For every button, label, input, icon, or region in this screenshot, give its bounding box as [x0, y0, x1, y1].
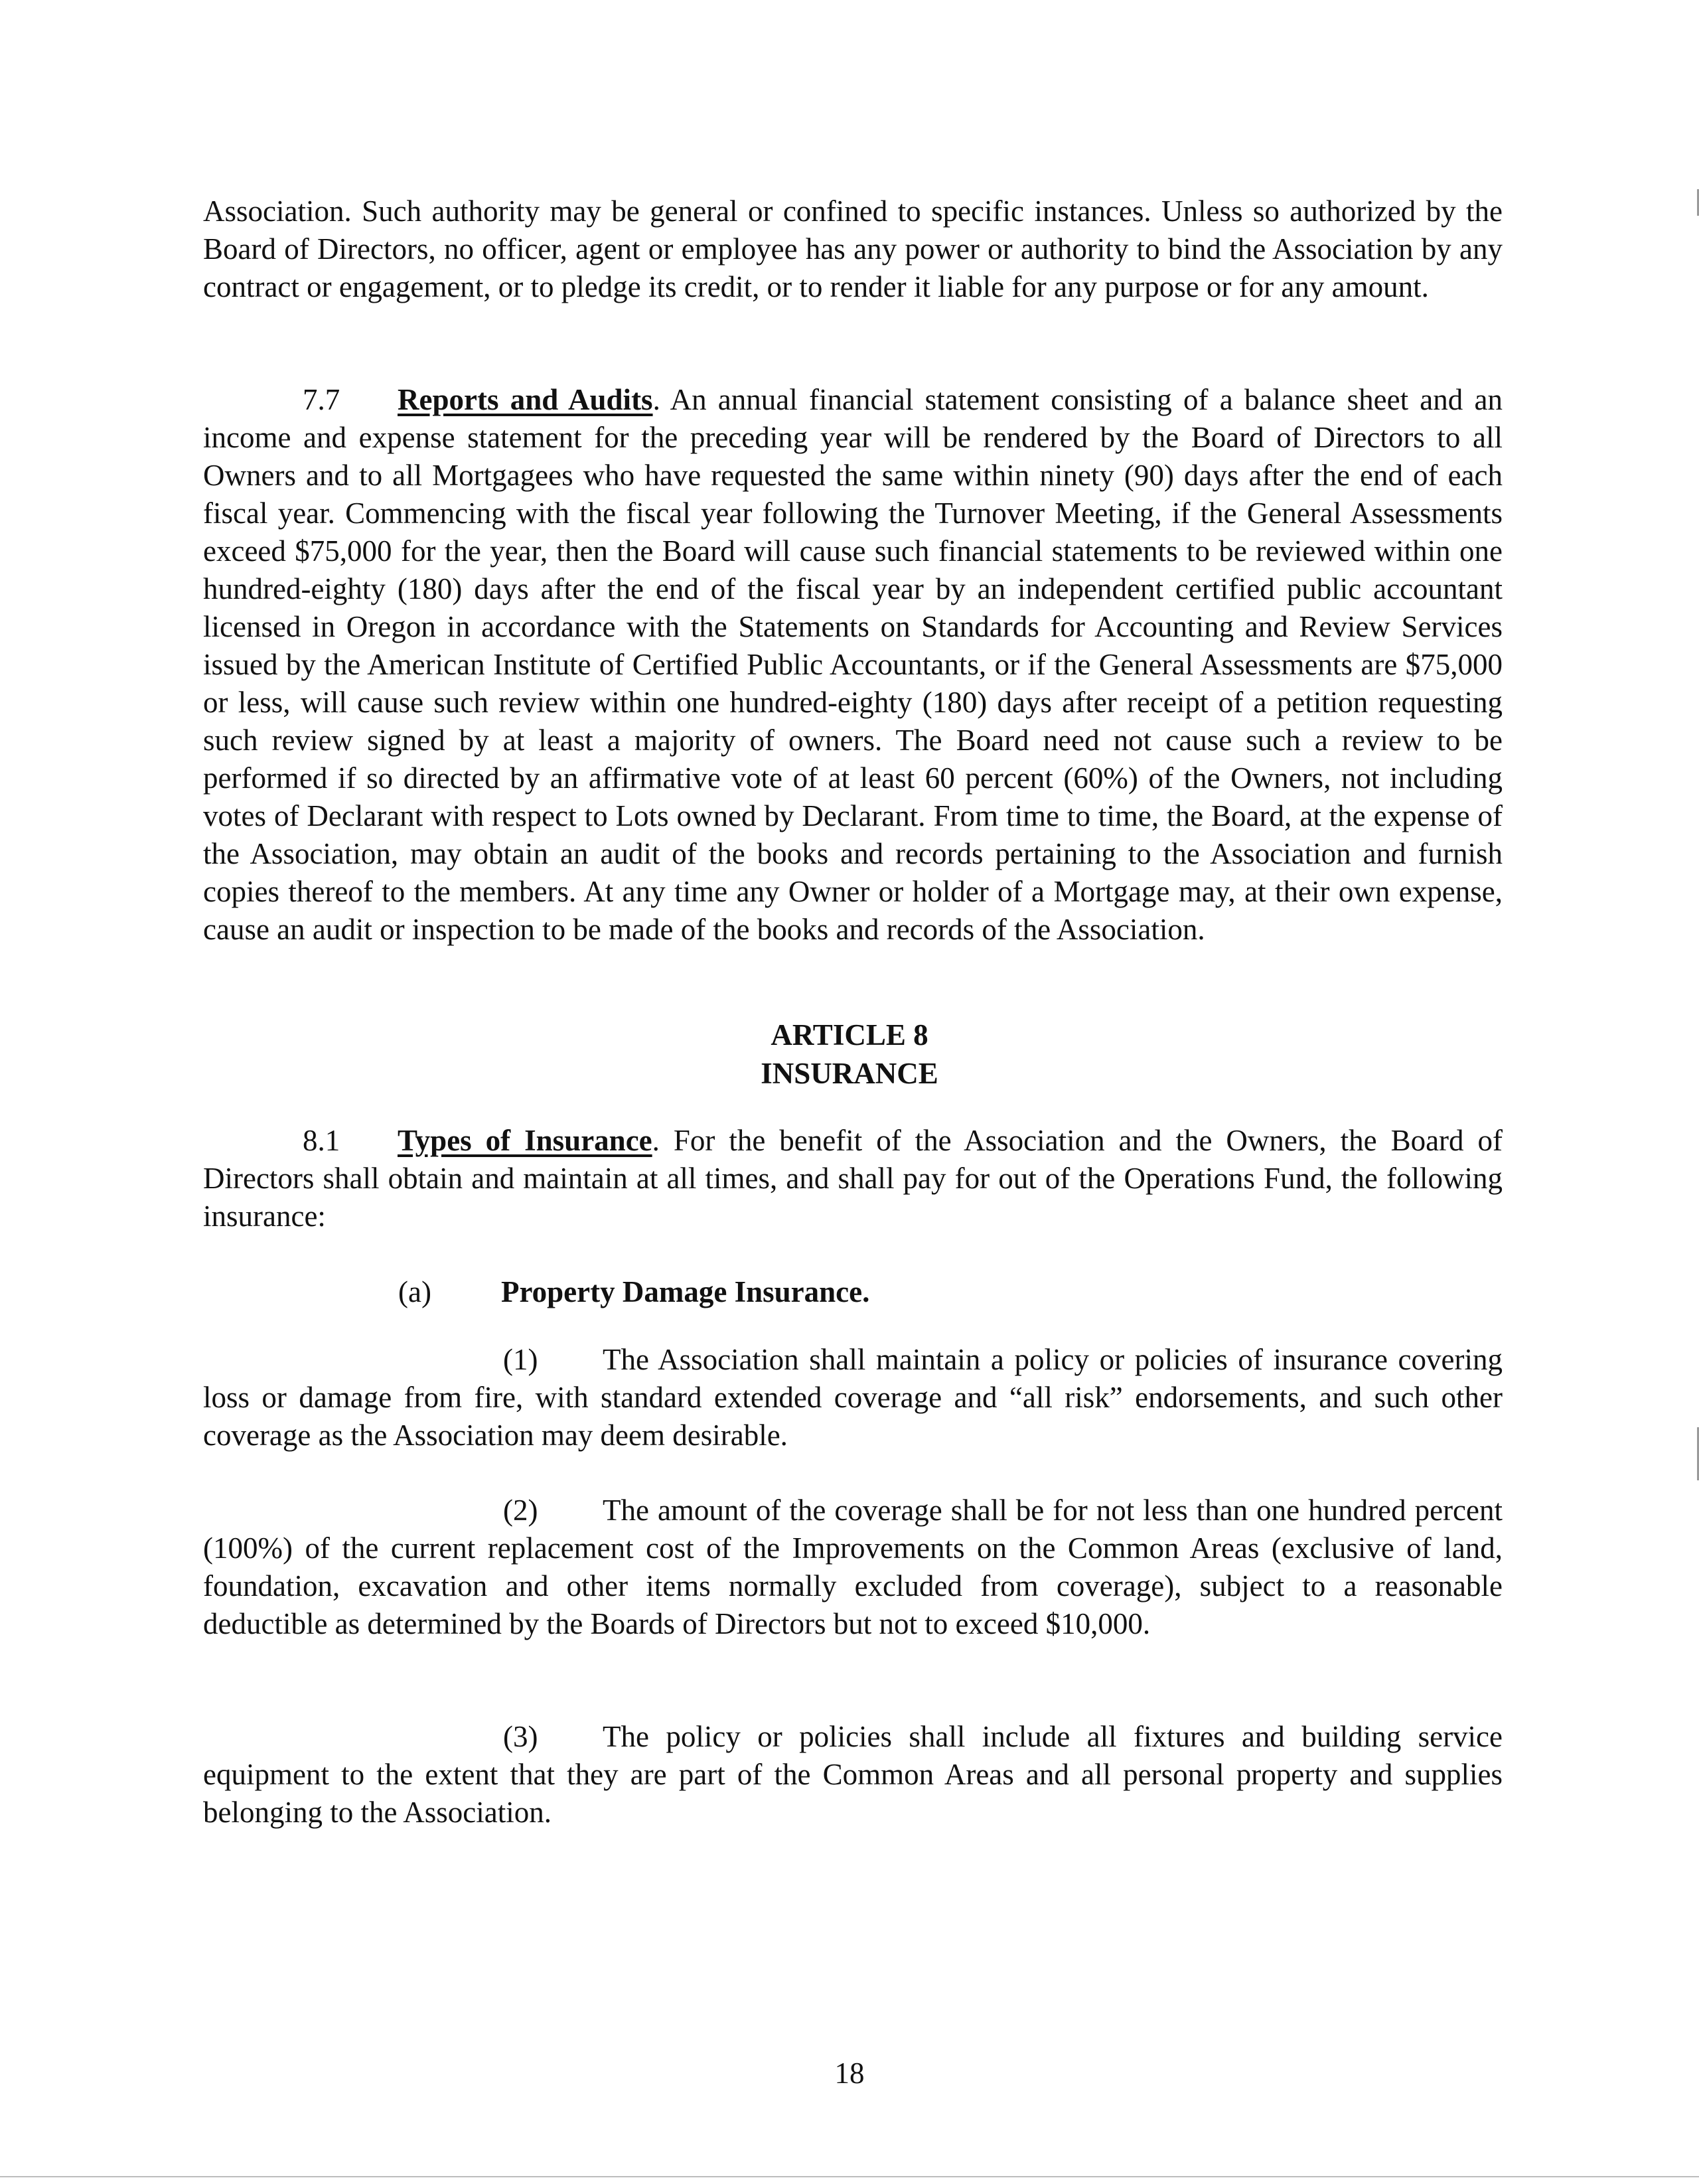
- section-heading: Reports and Audits: [398, 383, 653, 416]
- section-heading: Types of Insurance: [398, 1124, 652, 1157]
- item-text: The Association shall maintain a policy or policies of insurance covering loss or damage from fire, with standard extended coverage and “all risk” endorsements, and such other coverage as the Association may deem desirable.: [203, 1343, 1503, 1452]
- section-7-7: [203, 381, 1503, 949]
- paragraph-continued: Association. Such authority may be general or confined to specific instances. Unless so authorized by the Board of Directors, no officer, agent or employee has any power or authority to bind the Association by any contract or engagement, or to pledge its credit, or to render it liable for any purpose or for any amount.: [203, 195, 1503, 303]
- item-label: (3): [503, 1720, 538, 1753]
- subsection-label: (a): [398, 1275, 431, 1308]
- item-label: (1): [503, 1343, 538, 1376]
- scan-bottom-edge: [0, 2176, 1699, 2177]
- section-body: An annual financial statement consisting of a balance sheet and an income and expense statement for the preceding year will be rendered by the Board of Directors to all Owners and to all Mortgagees who have requested the same within ninety (90) days after the end of each fiscal year. Commencing with the fiscal year following the Turnover Meeting, if the General Assessments exceed $75,000 for the year, then the Board will cause such financial statements to be reviewed within one hundred-eighty (180) days after the end of the fiscal year by an independent certified public accountant licensed in Oregon in accordance with the Statements on Standards for Accounting and Review Services issued by the American Institute of Certified Public Accountants, or if the General Assessments are $75,000 or less, will cause such review within one hundred-eighty (180) days after receipt of a petition requesting such review signed by at least a majority of owners. The Board need not cause such a review to be performed if so directed by an affirmative vote of at least 60 percent (60%) of the Owners, not including votes of Declarant with respect to Lots owned by Declarant. From time to time, the Board, at the expense of the Association, may obtain an audit of the books and records pertaining to the Association and furnish copies thereof to the members. At any time any Owner or holder of a Mortgage may, at their own expense, cause an audit or inspection to be made of the books and records of the Association.: [203, 383, 1503, 946]
- item-3: [203, 1718, 1503, 1832]
- section-number: 8.1: [303, 1124, 340, 1157]
- section-heading-period: .: [652, 383, 660, 416]
- article-number: ARTICLE 8: [771, 1018, 928, 1052]
- section-number: 7.7: [303, 383, 340, 416]
- item-1: [203, 1341, 1503, 1454]
- subsection-title: Property Damage Insurance.: [501, 1275, 870, 1308]
- subsection-a: [398, 1273, 869, 1311]
- section-8-1: [203, 1122, 1503, 1235]
- item-text: The amount of the coverage shall be for not less than one hundred percent (100%) of the current replacement cost of the Improvements on the Common Areas (exclusive of land, foundation, excavation and other items normally excluded from coverage), subject to a reasonable deductible as determined by the Boards of Directors but not to exceed $10,000.: [203, 1494, 1503, 1640]
- section-body: For the benefit of the Association and the Owners, the Board of Directors shall obtain and maintain at all times, and shall pay for out of the Operations Fund, the following insurance:: [203, 1124, 1503, 1233]
- item-label: (2): [503, 1494, 538, 1527]
- item-2: [203, 1492, 1503, 1643]
- article-title: INSURANCE: [761, 1057, 938, 1090]
- section-heading-period: .: [652, 1124, 660, 1157]
- page-number: 18: [834, 2057, 865, 2090]
- item-text: The policy or policies shall include all fixtures and building service equipment to the extent that they are part of the Common Areas and all personal property and supplies belonging to the Association.: [203, 1720, 1503, 1829]
